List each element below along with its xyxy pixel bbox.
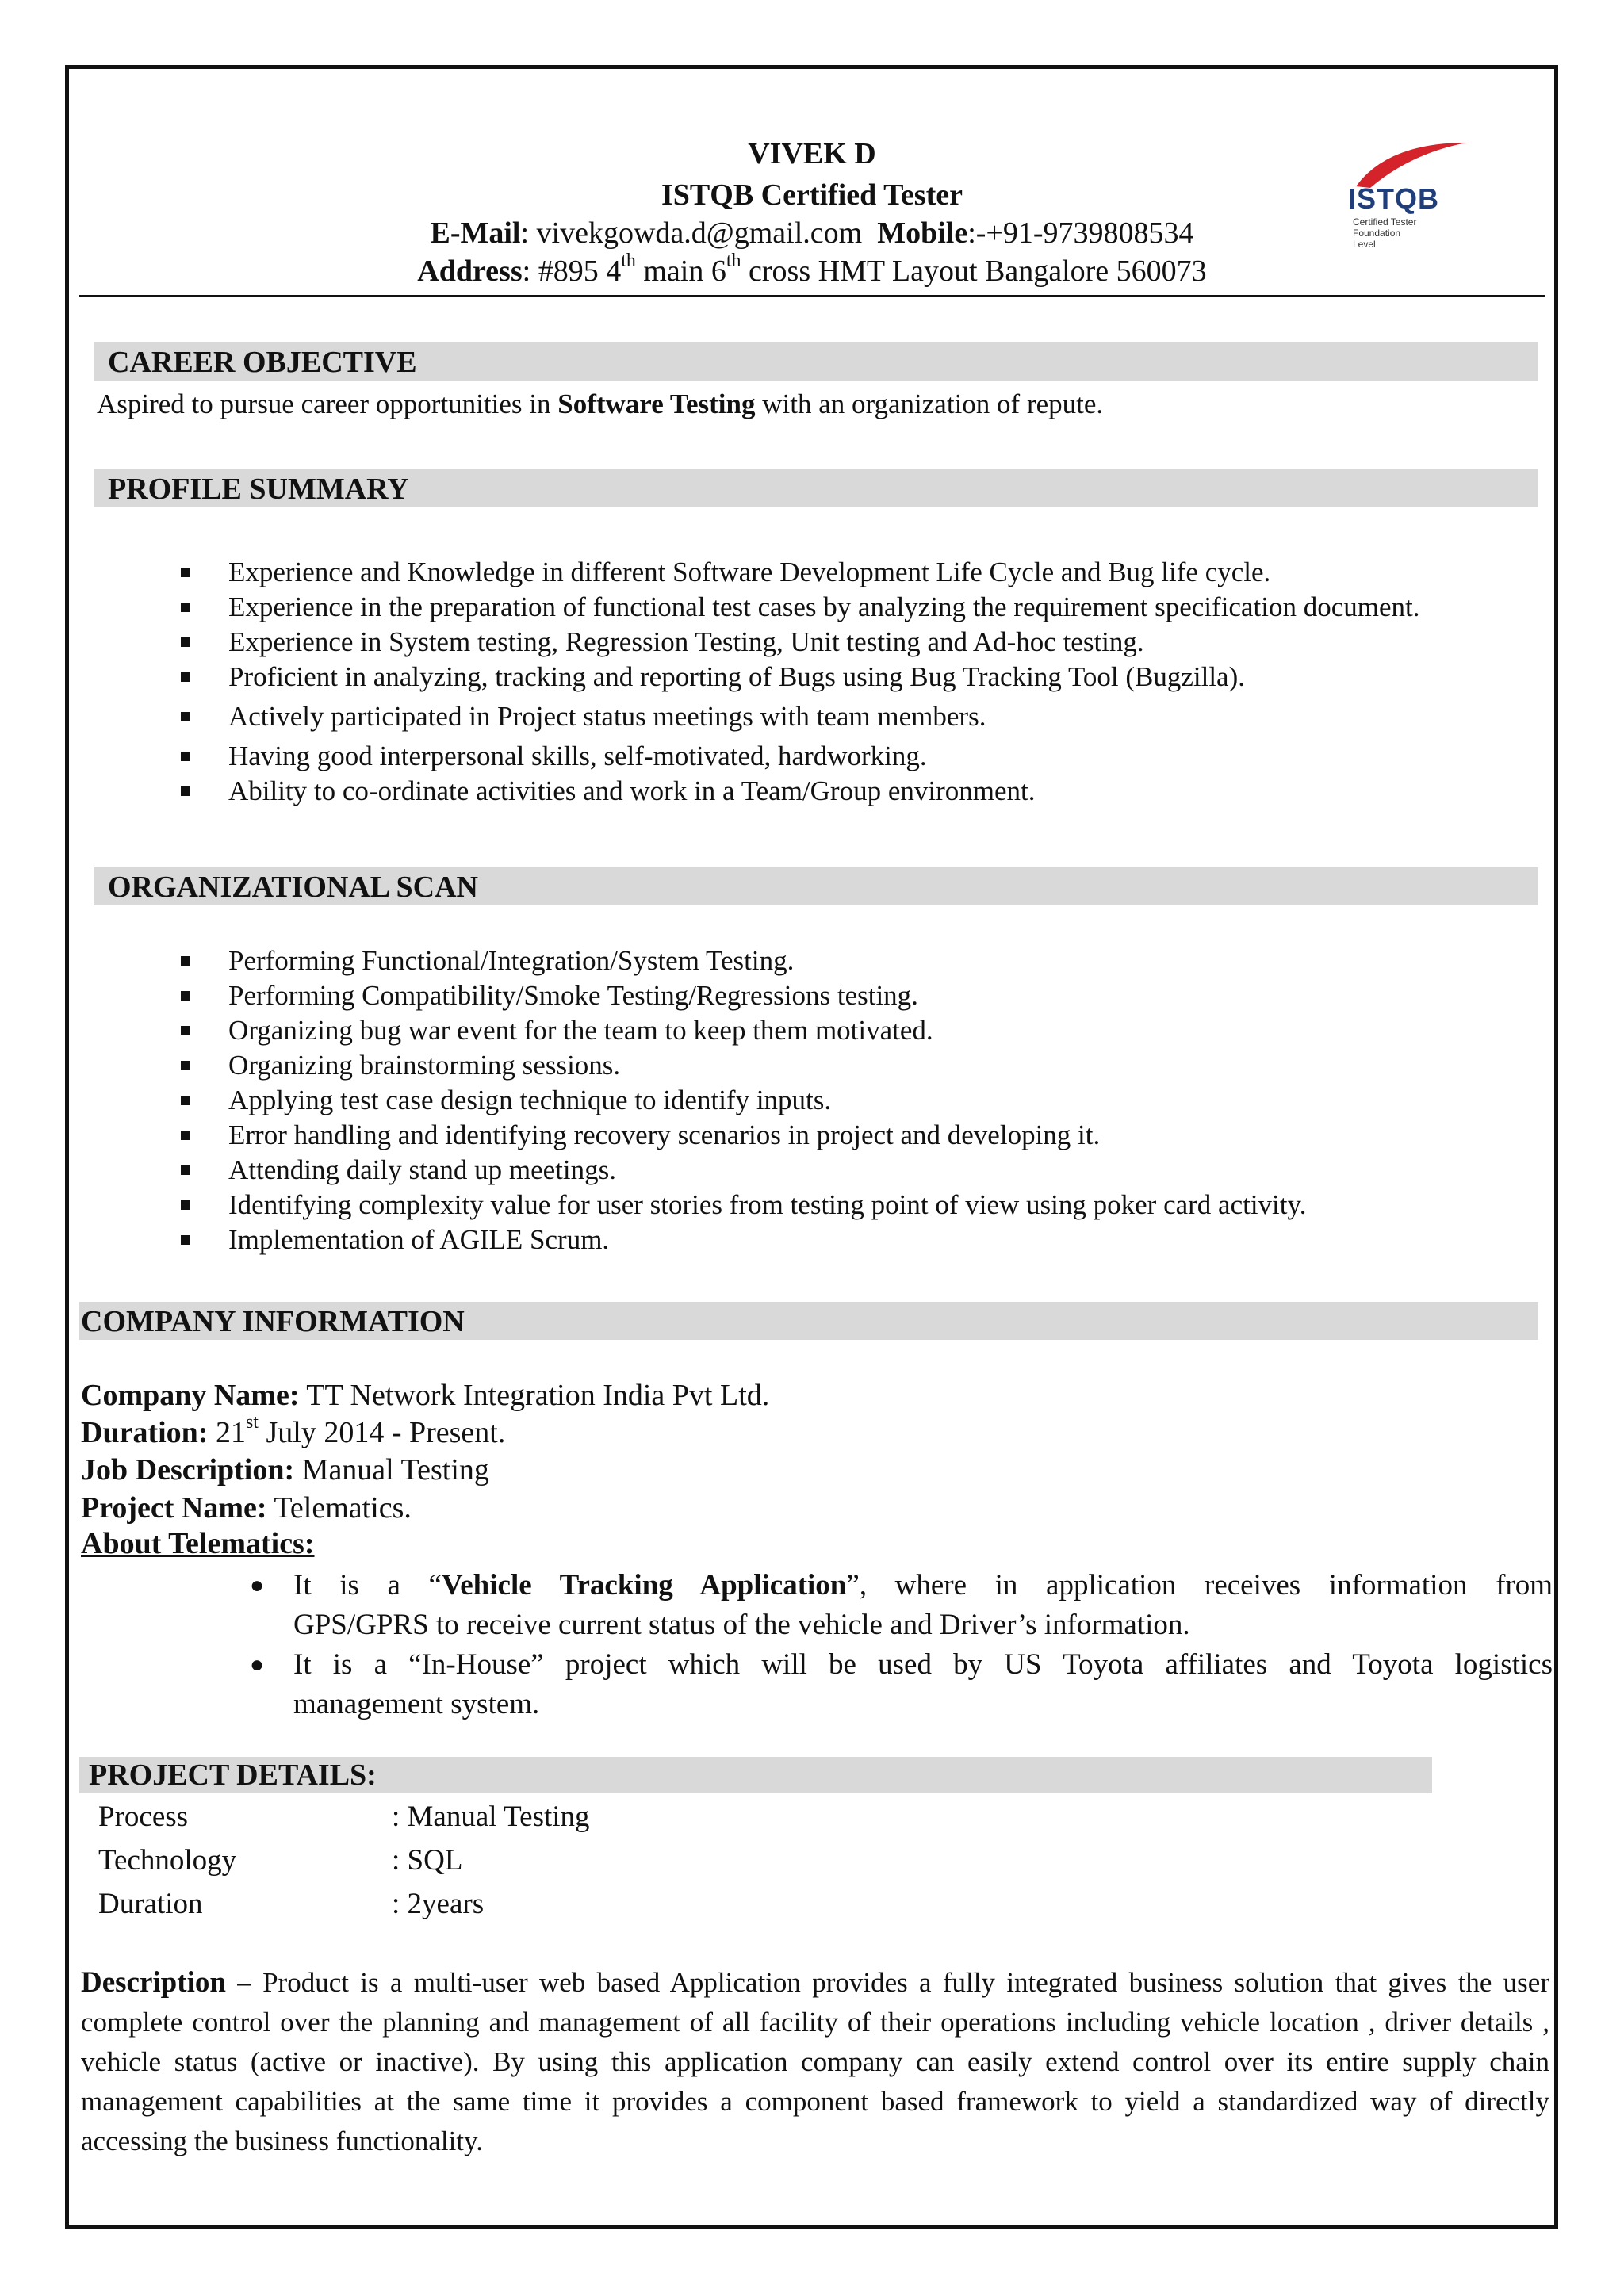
istqb-logo: ISTQB Certified Tester Foundation Level: [1348, 139, 1475, 250]
profile-summary-heading: PROFILE SUMMARY: [94, 469, 1538, 507]
list-item: Implementation of AGILE Scrum.: [181, 1223, 1306, 1257]
project-details-heading: PROJECT DETAILS:: [79, 1757, 1432, 1793]
address-label: Address: [417, 254, 523, 288]
email-value: : vivekgowda.d@gmail.com: [520, 216, 863, 250]
list-item: Identifying complexity value for user stories from testing point of view using poker card activity.: [181, 1188, 1306, 1223]
project-name: Project Name: Telematics.: [81, 1491, 412, 1525]
header-rule: [79, 295, 1545, 297]
project-description: [81, 1963, 1549, 2161]
candidate-name: VIVEK D: [748, 137, 876, 170]
list-item: Experience in System testing, Regression Testing, Unit testing and Ad-hoc testing.: [181, 625, 1419, 660]
career-objective-heading: CAREER OBJECTIVE: [94, 342, 1538, 381]
project-row-value: : 2years: [392, 1888, 485, 1920]
company-name: Company Name: TT Network Integration India Pvt Ltd.: [81, 1379, 770, 1412]
project-row-label: Duration: [98, 1888, 203, 1920]
project-row-value: : SQL: [392, 1844, 463, 1877]
list-item: Attending daily stand up meetings.: [181, 1153, 1306, 1188]
list-item: Experience and Knowledge in different Software Development Life Cycle and Bug life cycle.: [181, 555, 1419, 590]
list-item: Having good interpersonal skills, self-motivated, hardworking.: [181, 739, 1419, 774]
mobile-label: Mobile: [877, 216, 968, 250]
list-item: Actively participated in Project status meetings with team members.: [181, 699, 1419, 734]
about-item-1: ● It is a “Vehicle Tracking Application”, where in application receives information from GPS/GPRS to receive current status of the vehicle and Driver’s information.: [293, 1566, 1553, 1645]
list-item: Organizing bug war event for the team to keep them motivated.: [181, 1013, 1306, 1048]
list-item: Experience in the preparation of functional test cases by analyzing the requirement specification document.: [181, 590, 1419, 625]
list-item: Performing Functional/Integration/System Testing.: [181, 943, 1306, 978]
about-telematics-label: About Telematics:: [81, 1527, 315, 1560]
list-item: Ability to co-ordinate activities and work in a Team/Group environment.: [181, 774, 1419, 809]
organizational-scan-list: [181, 943, 1306, 1257]
project-row-label: Process: [98, 1800, 189, 1833]
list-item: Applying test case design technique to identify inputs.: [181, 1083, 1306, 1118]
description-label: Description: [81, 1966, 226, 1999]
list-item: Proficient in analyzing, tracking and reporting of Bugs using Bug Tracking Tool (Bugzilla).: [181, 660, 1419, 695]
profile-summary-list: [181, 555, 1419, 809]
mobile-value: :-+91-9739808534: [967, 216, 1194, 250]
bullet-dot-icon: ●: [250, 1572, 265, 1598]
email-label: E-Mail: [430, 216, 521, 250]
list-item: Organizing brainstorming sessions.: [181, 1048, 1306, 1083]
job-description: Job Description: Manual Testing: [81, 1453, 489, 1487]
list-item: Performing Compatibility/Smoke Testing/Regressions testing.: [181, 978, 1306, 1013]
project-row-value: : Manual Testing: [392, 1800, 590, 1833]
company-duration: Duration: 21st July 2014 - Present.: [81, 1412, 506, 1449]
career-objective-text: Aspired to pursue career opportunities in Software Testing with an organization of repute.: [97, 388, 1104, 419]
project-row-label: Technology: [98, 1844, 237, 1877]
bullet-dot-icon: ●: [250, 1651, 265, 1678]
candidate-title: ISTQB Certified Tester: [661, 178, 963, 212]
list-item: Error handling and identifying recovery scenarios in project and developing it.: [181, 1118, 1306, 1153]
company-information-heading: COMPANY INFORMATION: [79, 1302, 1538, 1340]
address-line: Address: #895 4th main 6th cross HMT Layout Bangalore 560073: [417, 251, 1207, 288]
about-item-2: ● It is a “In-House” project which will be used by US Toyota affiliates and Toyota logistics management system.: [293, 1645, 1553, 1724]
description-text: – Product is a multi-user web based Application provides a fully integrated business solution that gives the user complete control over the planning and management of all facility of their operations including vehicle location , driver details , vehicle status (active or inactive). By using this application company can easily extend control over its entire supply chain management capabilities at the same time it provides a component based framework to yield a standardized way of directly accessing the business functionality.: [81, 1967, 1549, 2156]
organizational-scan-heading: ORGANIZATIONAL SCAN: [94, 867, 1538, 905]
